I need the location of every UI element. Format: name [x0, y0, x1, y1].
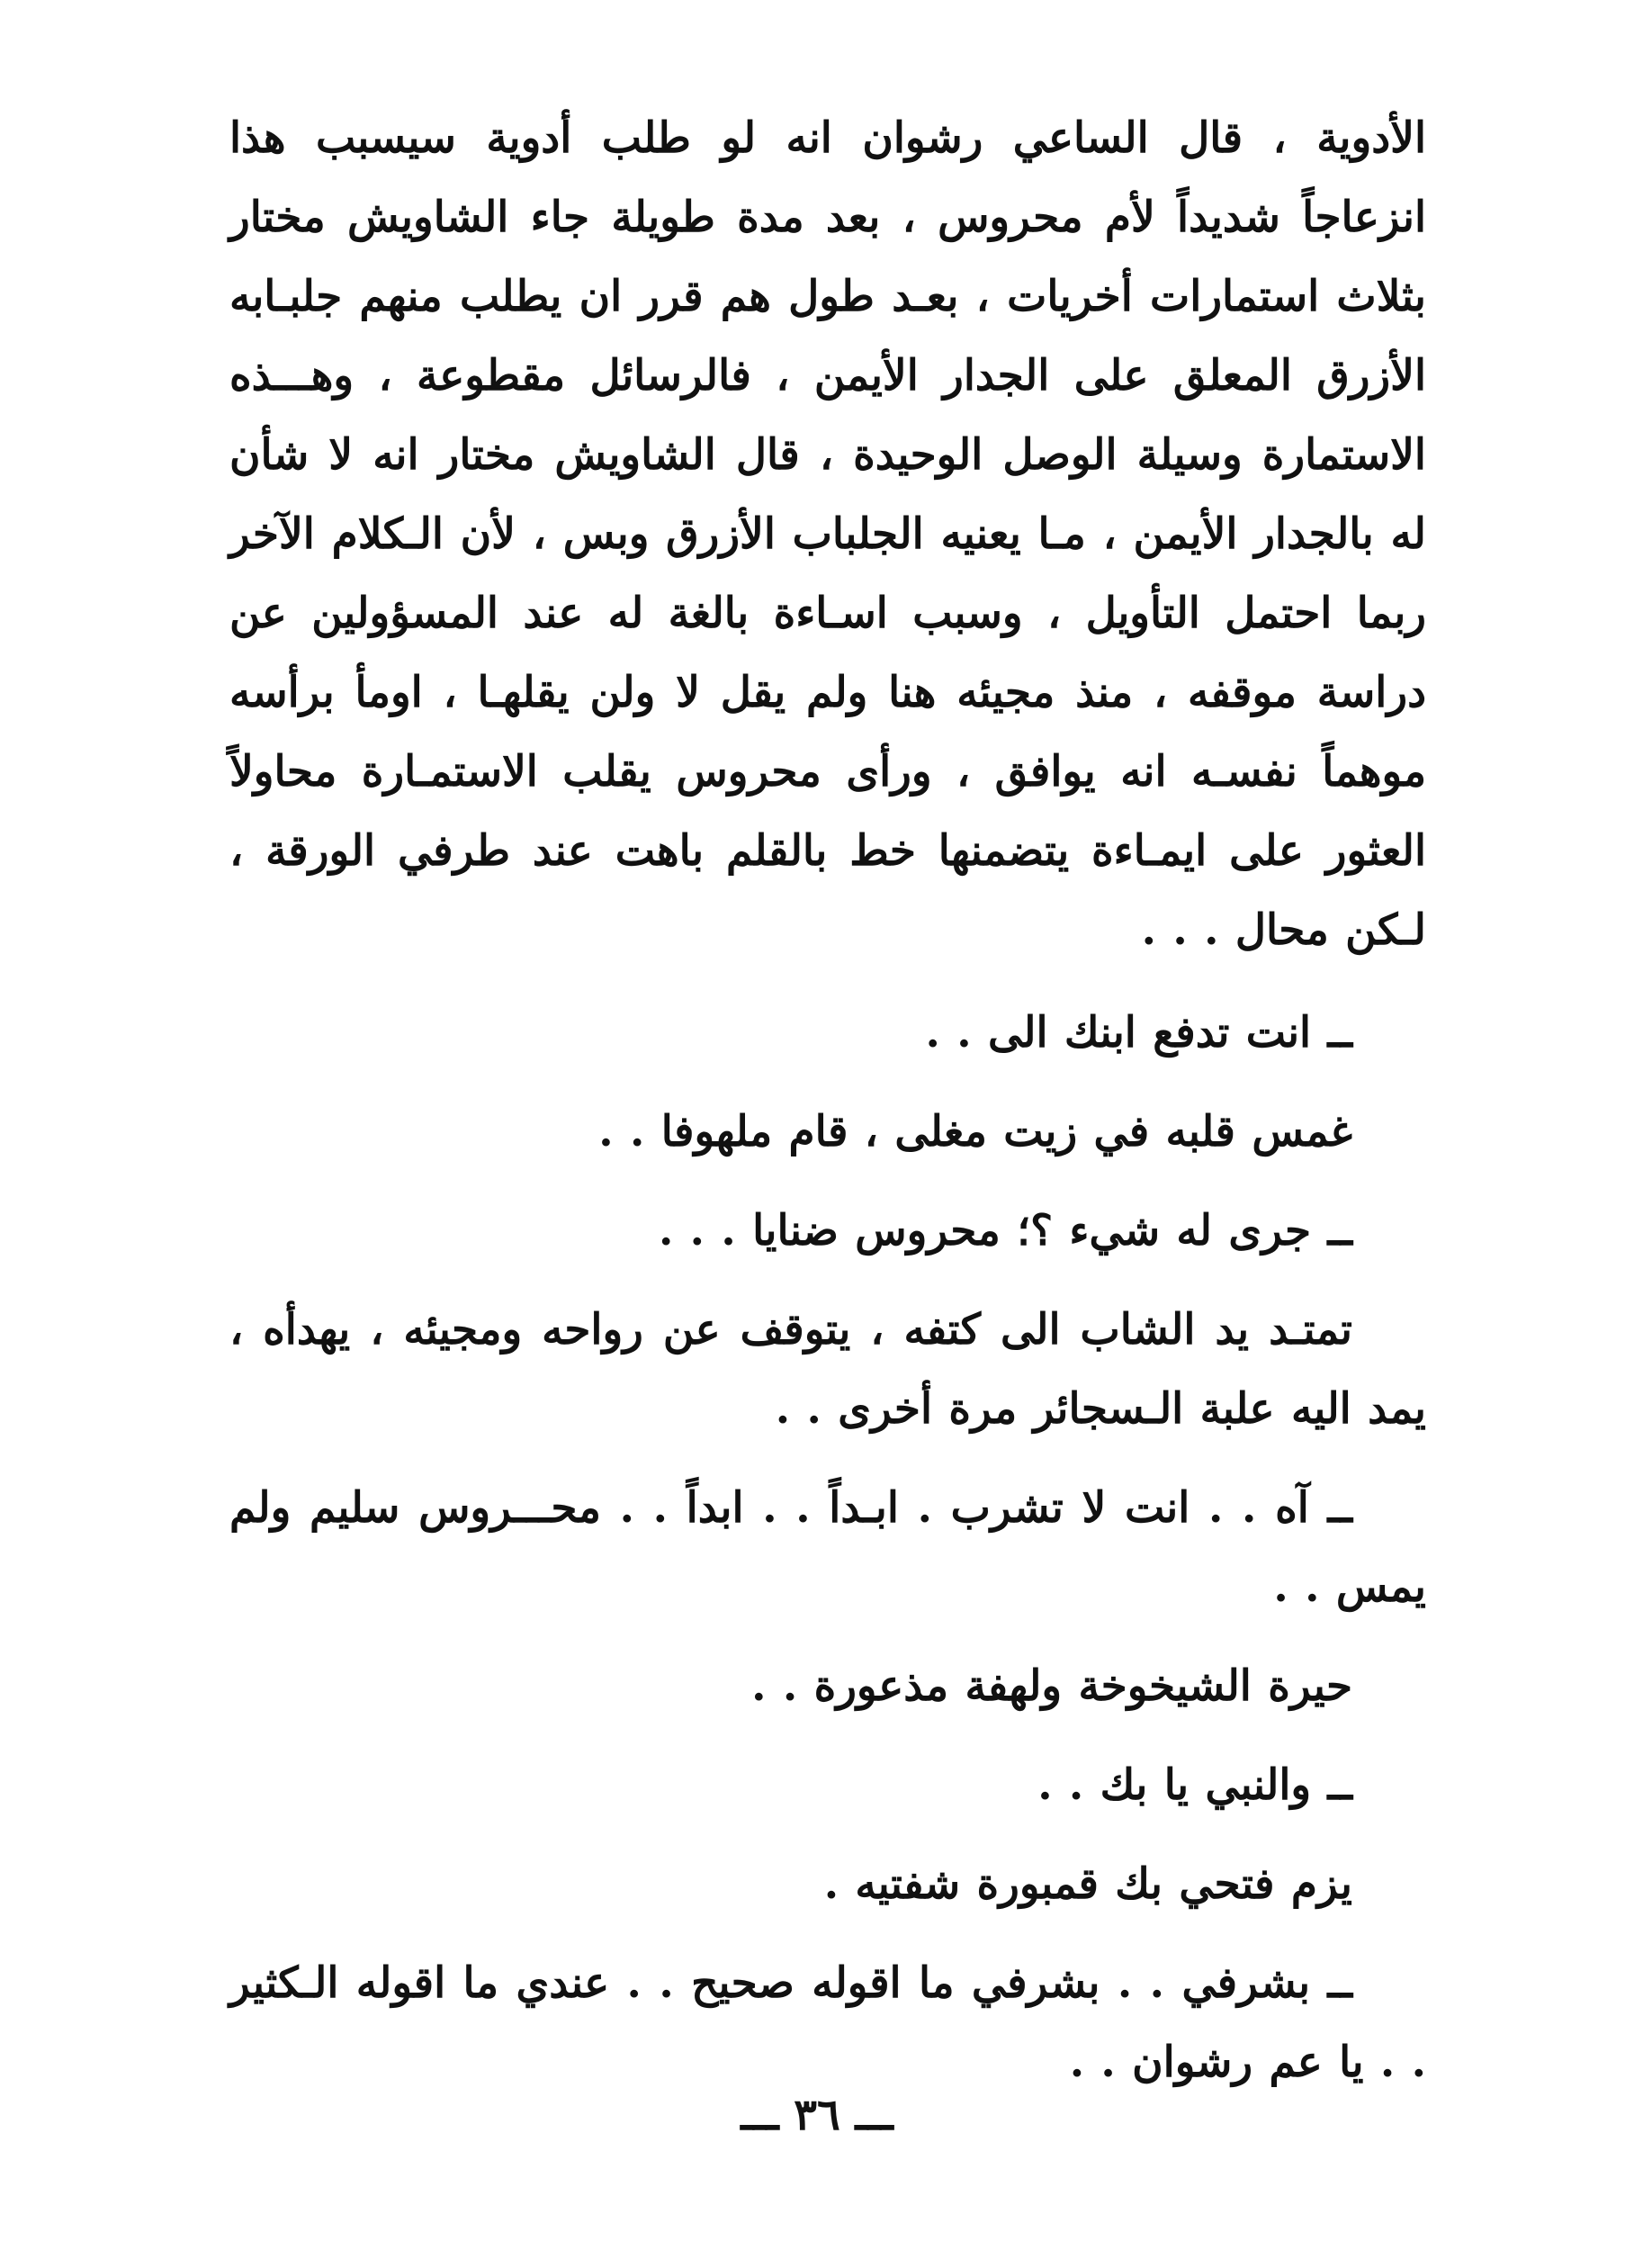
paragraph-main: الأدوية ، قال الساعي رشوان انه لو طلب أدوية سيسبب هذا انزعاجاً شديداً لأم محروس ، بعد مدة طويلة جاء الشاويش مختار بثلاث استمارات أخريات ، بعـد طول هم قرر ان يطلب منهم جلبـابه الأزرق المعلق على الجدار الأيمن ، فالرسائل مقطوعة ، وهـــذه الاستمارة وسيلة الوصل الوحيدة ، قال الشاويش مختار انه لا شأن له بالجدار الأيمن ، مـا يعنيه الجلباب الأزرق وبس ، لأن الـكلام الآخر ربما احتمل التأويل ، وسبب اسـاءة بالغة له عند المسؤولين عن دراسة موقفه ، منذ مجيئه هنا ولم يقل لا ولن يقلهـا ، اومأ برأسه موهماً نفسـه انه يوافق ، ورأى محروس يقلب الاستمـارة محاولاً العثور على ايمـاءة يتضمنها خط بالقلم باهت عند طرفي الورقة ، لـكن محال . . .: [229, 113, 1426, 955]
narration-paragraph: تمتـد يد الشاب الى كتفه ، يتوقف عن رواحه ومجيئه ، يهدأه ، يمد اليه علبة الـسجائر مرة أخرى . .: [229, 1305, 1426, 1434]
dialogue-line: ــ انت تدفع ابنك الى . .: [925, 1008, 1352, 1058]
narration-line: حيرة الشيخوخة ولهفة مذعورة . .: [751, 1661, 1352, 1711]
dialogue-paragraph: ــ آه . . انت لا تشرب . ابـداً . . ابداً . . محـــروس سليم ولم يمس . .: [229, 1483, 1426, 1612]
narration-line: غمس قلبه في زيت مغلى ، قام ملهوفا . .: [598, 1107, 1352, 1156]
page-number: ـــ ٣٦ ـــ: [741, 2090, 893, 2140]
body-text: [229, 99, 1426, 2122]
dialogue-line: ــ والنبي يا بك . .: [1037, 1760, 1352, 1810]
dialogue-line: ــ جرى له شيء ؟؛ محروس ضنايا . . .: [658, 1206, 1352, 1256]
narration-line: يزم فتحي بك قمبورة شفتيه .: [823, 1859, 1352, 1909]
dialogue-paragraph: ــ بشرفي . . بشرفي ما اقوله صحيح . . عندي ما اقوله الـكثير . . يا عم رشوان . .: [229, 1958, 1426, 2087]
